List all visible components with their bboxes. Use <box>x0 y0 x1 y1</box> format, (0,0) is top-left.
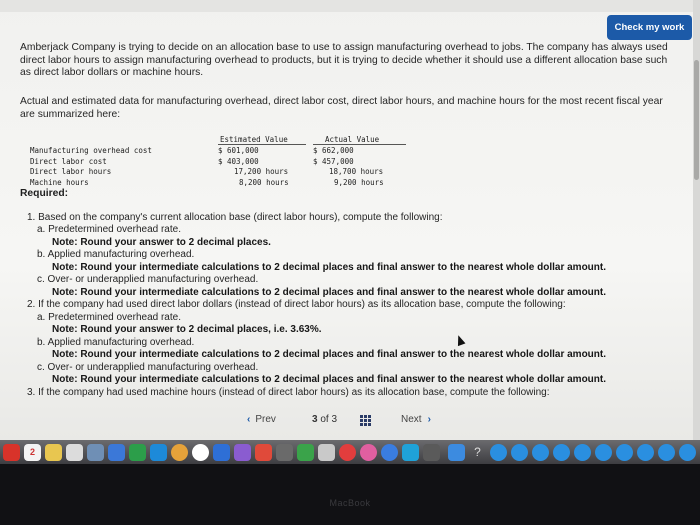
app-icon-blue-round[interactable] <box>381 444 398 461</box>
question-1c-note: Note: Round your intermediate calculations to 2 decimal places and final answer to the nearest whole dollar amount. <box>52 286 607 298</box>
document-icon[interactable] <box>490 444 507 461</box>
page-of-label: of <box>320 414 329 425</box>
chevron-right-icon: › <box>427 414 431 425</box>
question-1b-note: Note: Round your intermediate calculations to 2 decimal places and final answer to the nearest whole dollar amount. <box>52 261 607 273</box>
required-heading: Required: <box>20 188 69 199</box>
numbers-icon[interactable] <box>297 444 314 461</box>
grid-view-icon[interactable] <box>360 415 371 426</box>
question-1a-note: Note: Round your answer to 2 decimal places. <box>52 236 271 248</box>
question-2c-note: Note: Round your intermediate calculations to 2 decimal places and final answer to the nearest whole dollar amount. <box>52 374 607 385</box>
reminders-icon[interactable] <box>66 444 83 461</box>
question-1b: b. Applied manufacturing overhead. <box>37 249 195 260</box>
app-icon-cyan[interactable] <box>402 444 419 461</box>
calendar-day: 2 <box>29 447 35 457</box>
macbook-label: MacBook <box>329 498 371 508</box>
help-icon[interactable] <box>469 444 486 461</box>
actual-value: $ 457,000 <box>313 156 354 166</box>
document-icon[interactable] <box>658 444 675 461</box>
question-2b: b. Applied manufacturing overhead. <box>37 336 195 348</box>
app-icon-red-round[interactable] <box>339 444 356 461</box>
podcasts-icon[interactable] <box>234 444 251 461</box>
messages-icon[interactable] <box>150 444 167 461</box>
next-button[interactable] <box>401 414 431 425</box>
preview-icon[interactable] <box>318 444 335 461</box>
finder-icon[interactable] <box>448 444 465 461</box>
row-label: Manufacturing overhead cost <box>30 146 152 155</box>
actual-value: 18,700 hours <box>329 167 384 176</box>
mouse-cursor-icon <box>455 334 466 346</box>
question-3: 3. If the company had used machine hours (instead of direct labor hours) as its allocation base, compute the following: <box>27 386 550 398</box>
estimated-value: $ 601,000 <box>218 146 259 155</box>
question-2b-note: Note: Round your intermediate calculations to 2 decimal places and final answer to the nearest whole dollar amount. <box>52 349 607 360</box>
mac-dock <box>0 440 700 464</box>
problem-intro: Amberjack Company is trying to decide on an allocation base to use to assign manufacturing overhead to jobs. The company has always used direct labor hours to assign manufacturing overhead to products, but it is trying to decide whether it should use a different allocation base such as direct labor dollars or machine hours. <box>20 42 668 78</box>
app-store-icon[interactable] <box>213 444 230 461</box>
header-rule <box>218 144 306 145</box>
row-label: Direct labor cost <box>30 156 107 166</box>
laptop-bezel <box>0 464 700 525</box>
top-bar <box>0 0 700 12</box>
page-indicator <box>312 414 337 425</box>
facetime-icon[interactable] <box>129 444 146 461</box>
question-2: 2. If the company had used direct labor dollars (instead of direct labor hours) as its allocation base, compute the following: <box>27 299 566 310</box>
itunes-icon[interactable] <box>360 444 377 461</box>
app-icon-blue[interactable] <box>108 444 125 461</box>
question-2a: a. Predetermined overhead rate. <box>37 311 181 323</box>
header-estimated: Estimated Value <box>220 135 288 144</box>
document-icon[interactable] <box>532 444 549 461</box>
document-icon[interactable] <box>637 444 654 461</box>
prev-label: Prev <box>255 414 276 425</box>
question-1a: a. Predetermined overhead rate. <box>37 224 181 235</box>
scrollbar-thumb[interactable] <box>694 60 699 180</box>
app-icon-dark[interactable] <box>423 444 440 461</box>
estimated-value: 8,200 hours <box>239 177 289 187</box>
question-2c: c. Over- or underapplied manufacturing overhead. <box>37 361 259 373</box>
estimated-value: $ 403,000 <box>218 156 259 166</box>
actual-value: $ 662,000 <box>313 146 354 155</box>
calendar-icon[interactable] <box>24 444 41 461</box>
data-summary-text: Actual and estimated data for manufacturing overhead, direct labor cost, direct labor hours, and machine hours for the most recent fiscal year are summarized here: <box>20 96 663 120</box>
question-2a-note: Note: Round your answer to 2 decimal places, i.e. 3.63%. <box>52 324 322 335</box>
actual-value: 9,200 hours <box>334 177 384 187</box>
document-icon[interactable] <box>574 444 591 461</box>
photos-icon[interactable] <box>87 444 104 461</box>
header-rule <box>313 144 406 145</box>
document-icon[interactable] <box>616 444 633 461</box>
chevron-left-icon: ‹ <box>247 414 251 425</box>
app-icon-red[interactable] <box>3 444 20 461</box>
row-label: Machine hours <box>30 177 89 187</box>
chrome-icon[interactable] <box>192 444 209 461</box>
question-1c: c. Over- or underapplied manufacturing overhead. <box>37 274 259 285</box>
music-icon[interactable] <box>255 444 272 461</box>
document-icon[interactable] <box>553 444 570 461</box>
check-my-work-button[interactable]: Check my work <box>607 15 692 40</box>
document-icon[interactable] <box>679 444 696 461</box>
estimated-value: 17,200 hours <box>234 167 289 176</box>
app-icon-orange[interactable] <box>171 444 188 461</box>
scrollbar[interactable] <box>693 0 700 440</box>
prev-button[interactable] <box>247 414 276 425</box>
document-icon[interactable] <box>511 444 528 461</box>
total-pages: 3 <box>331 414 338 425</box>
header-actual: Actual Value <box>325 135 380 144</box>
document-icon[interactable] <box>595 444 612 461</box>
row-label: Direct labor hours <box>30 167 112 176</box>
app-icon-gray[interactable] <box>276 444 293 461</box>
question-navigation <box>0 412 700 432</box>
question-1: 1. Based on the company's current allocation base (direct labor hours), compute the following: <box>27 212 443 223</box>
notes-icon[interactable] <box>45 444 62 461</box>
help-glyph: ? <box>474 445 481 459</box>
current-page: 3 <box>312 414 318 425</box>
next-label: Next <box>401 414 422 425</box>
